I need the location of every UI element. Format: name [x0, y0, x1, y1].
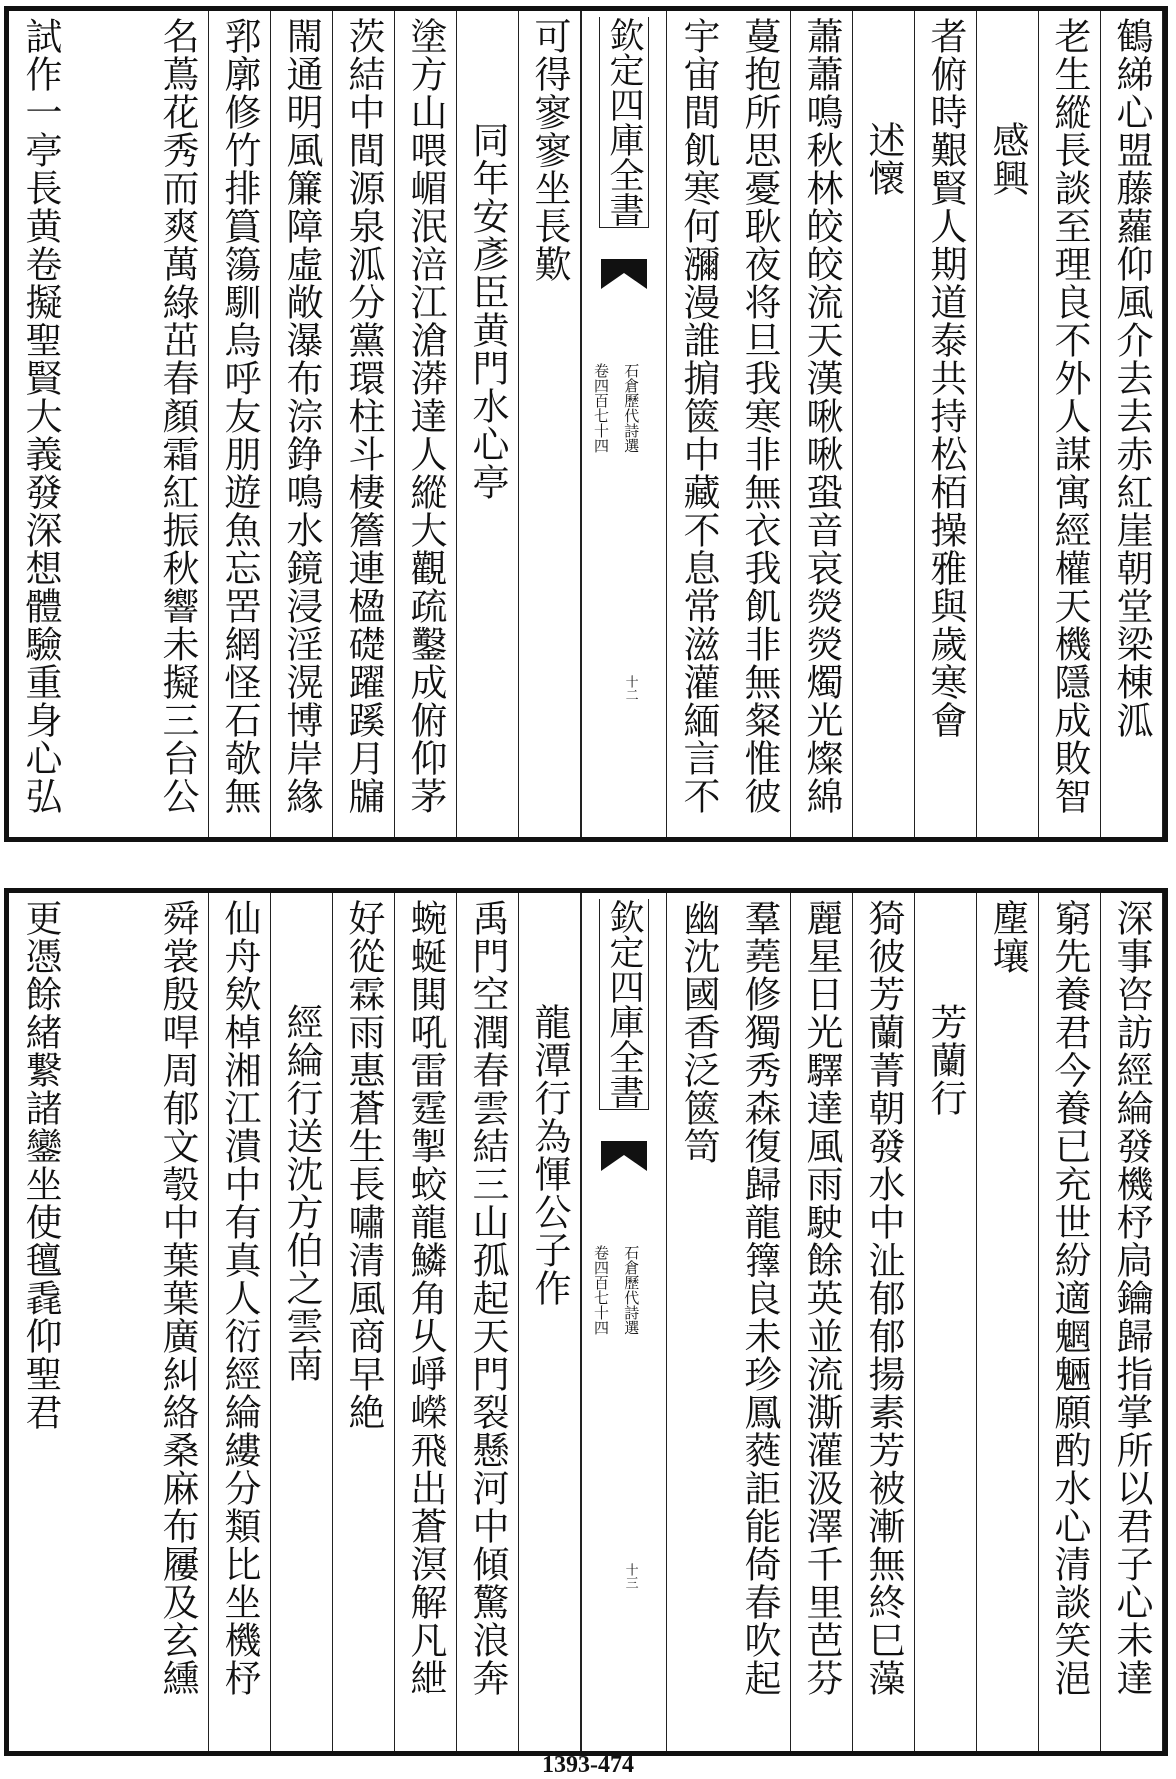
text-column — [457, 11, 519, 837]
column-text: 舜裳殷哻周郁文彀中葉葉廣糾絡桑麻布屨及玄纁 — [156, 899, 199, 1697]
poem-title: 龍潭行為惲公子作 — [528, 1003, 571, 1307]
column-text: 羣蕘修獨秀森復歸龍籜良未珍鳳蕤詎能倚春吹起 — [738, 899, 781, 1697]
column-text: 猗彼芳蘭菁朝發水中沚郁郁揚素芳被漸無終巳藻 — [862, 899, 905, 1697]
text-column — [729, 893, 791, 1751]
page-number: 1393-474 — [542, 1752, 634, 1778]
column-text: 鶴綈心盟藤蘿仰風介去去赤紅崖朝堂梁棟泒 — [1110, 17, 1153, 739]
column-text: 名蔦花秀而爽萬綠茁春顏霜紅振秋響未擬三台公 — [156, 17, 199, 815]
column-text: 試作一亭長黄卷擬聖賢大義發深想體驗重身心弘 — [19, 17, 62, 815]
column-text: 深事咨訪經綸發機杼扃鑰歸指掌所以君子心未達 — [1110, 899, 1153, 1697]
poem-title: 感興 — [986, 121, 1029, 197]
column-text: 幽沈國香泛篋笥 — [677, 899, 720, 1165]
column-text: 仙舟欸棹湘江潰中有真人衍經綸縷分類比坐機杼 — [218, 899, 261, 1697]
text-column — [667, 11, 729, 837]
column-text: 蔓抱所思憂耿夜将旦我寒非無衣我飢非無粲惟彼 — [738, 17, 781, 815]
poem-title: 同年安彥臣黄門水心亭 — [466, 121, 509, 501]
text-column — [915, 893, 977, 1751]
text-column — [209, 11, 271, 837]
text-column — [1101, 11, 1163, 837]
column-text: 閙通明風簾障虛敞瀑布淙錚鳴水鏡浸淫滉博岸緣 — [280, 17, 323, 815]
text-column — [915, 11, 977, 837]
leaf-number: 十二 — [622, 675, 638, 701]
text-column — [977, 11, 1039, 837]
column-text: 好從霖雨惠蒼生長嘯清風商早絶 — [342, 899, 385, 1431]
center-stripe — [581, 11, 667, 837]
text-column — [519, 11, 581, 837]
column-text: 郛廓修竹排篔簜馴烏呼友朋遊魚忘罟網怪石欹無 — [218, 17, 261, 815]
text-column — [1101, 893, 1163, 1751]
text-column — [457, 893, 519, 1751]
text-column — [667, 893, 729, 1751]
center-stripe — [581, 893, 667, 1751]
text-column — [147, 11, 209, 837]
text-column — [9, 893, 147, 1751]
column-text: 禹門空潤春雲結三山孤起天門裂懸河中傾驚浪奔 — [466, 899, 509, 1697]
top-page — [4, 6, 1168, 842]
text-column — [853, 893, 915, 1751]
fishtail-mark-icon — [601, 259, 647, 289]
column-text: 更憑餘緒繋諸鑾坐使氊毳仰聖君 — [19, 899, 62, 1431]
text-column — [395, 893, 457, 1751]
column-text: 麗星日光驛達風雨駛餘英並流澌灌汲澤千里芭芬 — [800, 899, 843, 1697]
book-title: 欽定四庫全書 — [599, 17, 649, 228]
column-text: 蕭蕭鳴秋林皎皎流天漢啾啾蛩音哀熒熒燭光燦綿 — [800, 17, 843, 815]
column-text: 窮先養君今養已充世紛適魍魎願酌水心清談笑浥 — [1048, 899, 1091, 1697]
text-column — [791, 893, 853, 1751]
text-column — [209, 893, 271, 1751]
column-text: 蜿蜒閧吼雷霆掣蛟龍鱗角乆崢嶸飛出蒼溟解凡紲 — [404, 899, 447, 1697]
poem-title: 述懷 — [862, 121, 905, 197]
column-text: 可得寥寥坐長歎 — [528, 17, 571, 283]
juan-number: 卷四百七十四 — [592, 1245, 610, 1335]
text-column — [519, 893, 581, 1751]
text-column — [147, 893, 209, 1751]
text-column — [333, 11, 395, 837]
book-title: 欽定四庫全書 — [599, 899, 649, 1110]
column-text: 茨結中間源泉泒分黨環柱斗棲簷連楹礎躍蹊月牖 — [342, 17, 385, 815]
text-column — [1039, 893, 1101, 1751]
source-title: 石倉歷代詩選 — [622, 363, 641, 453]
fishtail-mark-icon — [601, 1141, 647, 1171]
text-column — [333, 893, 395, 1751]
text-column — [729, 11, 791, 837]
column-text: 塗方山喂嵋泯涪江滄漭達人縱大觀疏鑿成俯仰茅 — [404, 17, 447, 815]
source-title: 石倉歷代詩選 — [622, 1245, 641, 1335]
text-column — [271, 11, 333, 837]
bottom-page — [4, 888, 1168, 1756]
text-column — [977, 893, 1039, 1751]
column-text: 老生縱長談至理良不外人謀寓經權天機隱成敗智 — [1048, 17, 1091, 815]
poem-title: 經綸行送沈方伯之雲南 — [280, 1003, 323, 1383]
text-column — [9, 11, 147, 837]
column-text: 塵壤 — [986, 899, 1029, 975]
text-column — [271, 893, 333, 1751]
text-column — [1039, 11, 1101, 837]
text-column — [395, 11, 457, 837]
juan-number: 卷四百七十四 — [592, 363, 610, 453]
text-column — [791, 11, 853, 837]
column-text: 者俯時艱賢人期道泰共持松栢操雅與歲寒會 — [924, 17, 967, 739]
column-text: 宇宙間飢寒何瀰漫誰掮篋中藏不息常滋灌緬言不 — [677, 17, 720, 815]
leaf-number: 十三 — [622, 1563, 638, 1589]
poem-title: 芳蘭行 — [924, 1003, 967, 1117]
text-column — [853, 11, 915, 837]
